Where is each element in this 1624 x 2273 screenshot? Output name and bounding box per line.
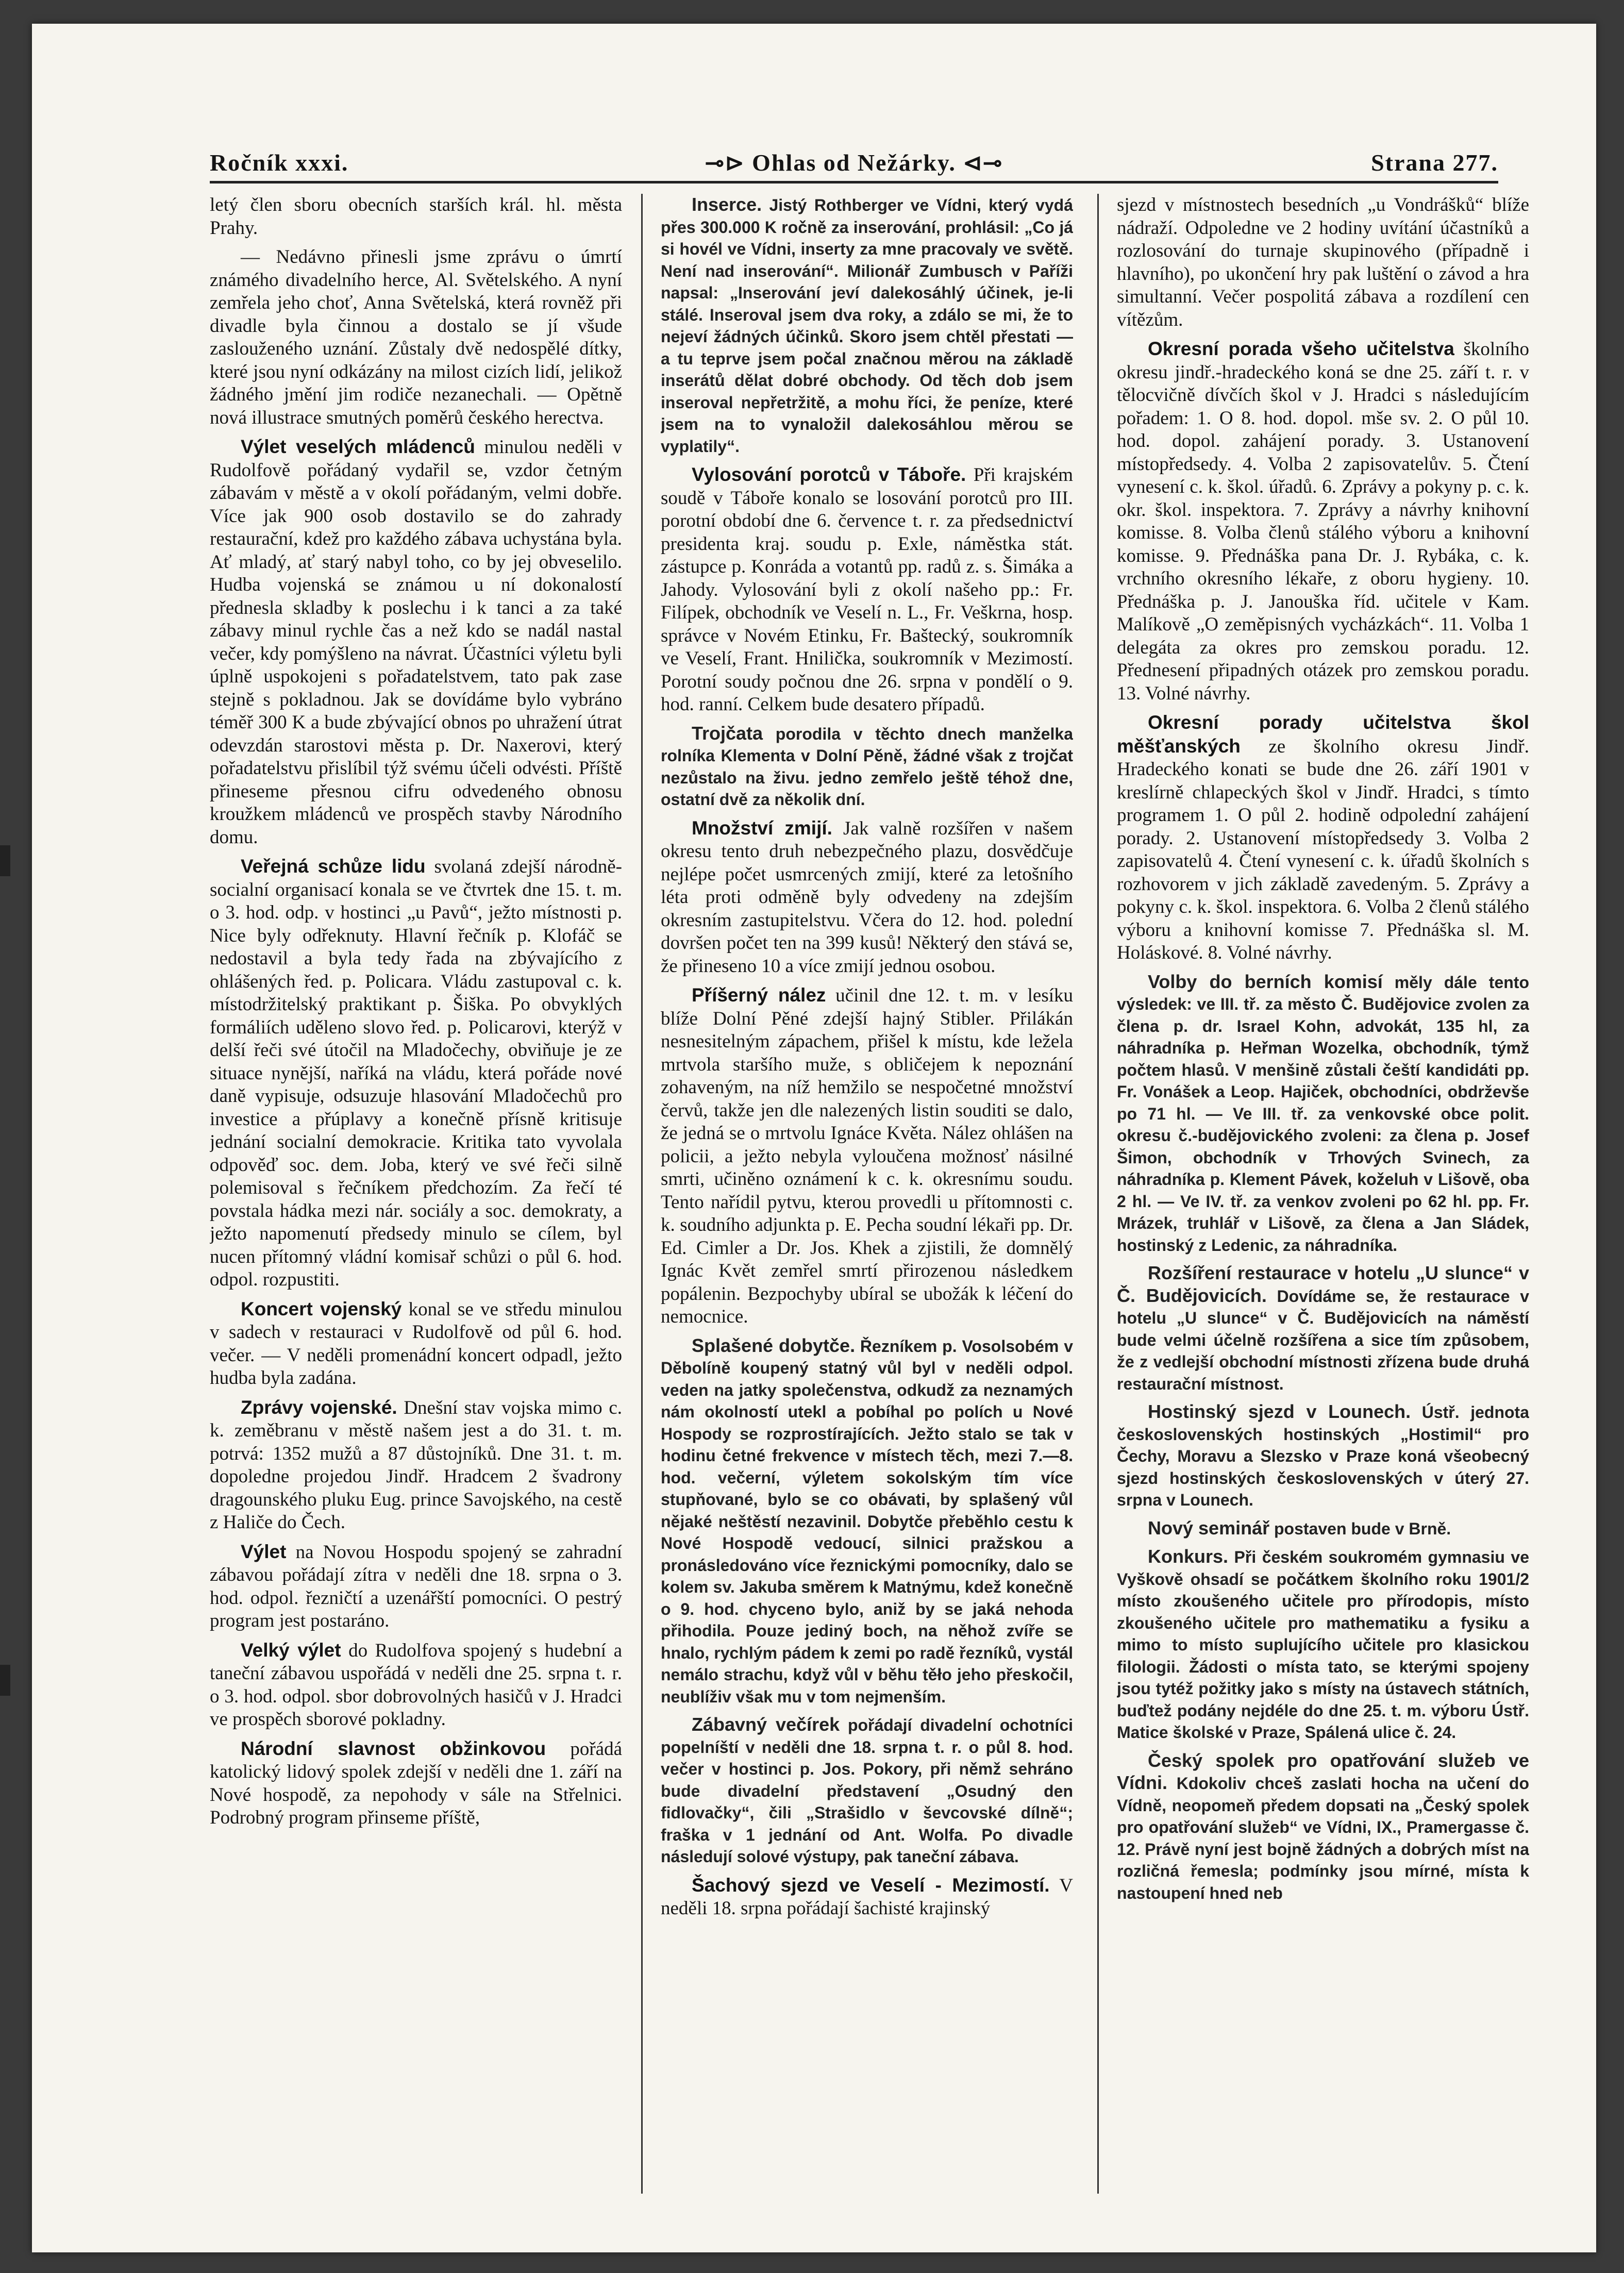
volume-label: Ročník xxxi.	[210, 149, 349, 176]
article-continuation: letý člen sboru obecních starších král. hl. města Prahy.	[210, 194, 622, 239]
article-body: konal se ve středu minulou v sadech v restauraci v Rudolfově od půl 6. hod. večer. — V neděli promenádní koncert odpadl, ježto hudba byla zadána.	[210, 1298, 622, 1389]
article-body: Dnešní stav vojska mimo c. k. zeměbranu v městě našem jest a do 31. t. m. potrvá: 1352 mužů a 87 důstojníků. Dne 31. t. m. dopoledne projedou Jindř. Hradcem 2 švadrony dragounského pluku Eug. prince Savojského, na cestě z Haliče do Čech.	[210, 1397, 622, 1533]
article-nalez	[661, 984, 1073, 1329]
headline: Velký výlet	[241, 1639, 341, 1661]
headline: Trojčata	[692, 722, 763, 744]
article-inserce	[661, 194, 1073, 457]
headline: Veřejná schůze lidu	[241, 856, 426, 877]
headline: Volby do berních komisí	[1148, 971, 1383, 992]
masthead-title: Ohlas od Nežárky.	[752, 149, 956, 176]
masthead	[210, 149, 1498, 176]
article-zmije	[661, 817, 1073, 978]
article-body: porodila v těchto dnech manželka rolníka Klementa v Dolní Pěně, žádné však z trojčat nezůstalo na živu. jedno zemřelo ještě téhož dne, ostatní dvě za několik dní.	[661, 724, 1073, 809]
article-obzinky	[210, 1737, 622, 1830]
article-body: školního okresu jindř.-hradeckého koná se dne 25. září t. r. v tělocvičně dívčích škol v J. Hradci s následujícím pořadem: 1. O 8. hod. dopol. mše sv. 2. O půl 10. hod. dopol. zahájení porady. 3. Ustanovení místopředsedy. 4. Volba 2 zapisovatelův. 5. Čtení vynesení c. k. škol. úřadů. 6. Zprávy a pokyny p. c. k. okr. škol. inspektora. 7. Zprávy a návrhy knihovní komisse. 8. Volba členů stálého výboru a knihovní komisse. 9. Přednáška pana Dr. J. Rybáka, c. k. vrchního okresního lékaře, z oboru hygieny. 10. Přednáška p. J. Janouška říd. učitele v Kam. Malíkově „O zeměpisných vycházkách“. 11. Volba 1 delegáta za okres pro zemskou poradu. 12. Přednesení připadných otázek pro zemskou poradu. 13. Volné návrhy.	[1117, 339, 1529, 704]
article-body: V neděli 18. srpna pořádají šachisté krajinský	[661, 1875, 1073, 1919]
article-body: Řezníkem p. Vosolsobém v Děbolíně koupený statný vůl byl v neděli odpol. veden na jatky společenstva, odkudž za neznamých nám okolností utekl a pobíhal po polích u Nové Hospody se rozprostírajících. Ježto stalo se tak v hodinu četné frekvence v místech těch, mezi 7.—8. hod. večerní, výletem sokolským tím více stupňované, bylo se co obávati, by splašený vůl nějaké neštěstí nezavinil. Dobytče přeběhlo cestu k Nové Hospodě vedoucí, silnici pražskou a pronásledováno více řeznickými pomocníky, dalo se kolem sv. Jakuba směrem k Matnýmu, kdež konečně o 9. hod. chyceno bylo, aniž by se jaká nehoda přihodila. Pouze jediný boch, na něhož zvíře se hnalo, rychlým pádem k zemi po radě řezníků, vystál nemálo strachu, když vůl v běhu těło jeho přeskočil, neublíživ však mu v tom nejmenším.	[661, 1336, 1073, 1706]
article-vylet-hospoda	[210, 1541, 622, 1633]
headline: Hostinský sjezd v Lounech.	[1148, 1401, 1411, 1422]
page-number: Strana 277.	[1371, 149, 1498, 176]
article-body: měly dále tento výsledek: ve III. tř. za město Č. Budějovice zvolen za člena p. dr. Israel Kohn, advokát, 135 hl, za náhradníka p. Heřman Wozelka, obchodník, týmž počtem hlasů. V menšině zůstali čeští kandidáti pp. Fr. Vonášek a Leop. Hajiček, obchodníci, obdrževše po 71 hl. — Ve III. tř. za venkovské obce polit. okresu č.-budějovického zvoleni: za člena p. Josef Šimon, obchodník v Trhových Svinech, za náhradníka p. Klement Pávek, koželuh v Lišově, oba 2 hl. — Ve IV. tř. za venkov zvoleni po 62 hl. pp. Fr. Mrázek, truhlář v Lišově, za člena a Jan Sládek, hostinský z Ledenic, za náhradníka.	[1117, 973, 1529, 1255]
article-continuation: sjezd v místnostech besedních „u Vondrášků“ blíže nádraží. Odpoledne ve 2 hodiny uvítání účastníků a rozlosování do turnaje skupinového (případně i hlavního), po ukončení hry pak luštění o závod a hra simultanní. Večer pospolitá zábava a rozdílení cen vítězům.	[1117, 194, 1529, 330]
ornament-right-icon: ⊲⊸	[963, 151, 1003, 176]
article-body: ze školního okresu Jindř. Hradeckého konati se bude dne 26. září 1901 v kreslírně chlapeckých škol v Jindř. Hradci, s tímto programem 1. O půl 2. hodině odpolední zahájení porady. 2. Ustanovení místopředsedy 3. Volba 2 zapisovatelů 4. Čtení vynesení c. k. úřadů školních s rozhovorem v jich základě zavedeným. 5. Zprávy a pokyny c. k. škol. inspektora. 6. Volba 2 členů stálého výboru a knihovní komisse 7. Přednáška sl. M. Holáskové. 8. Volné návrhy.	[1117, 736, 1529, 963]
article-velky-vylet	[210, 1639, 622, 1731]
article-porotci	[661, 463, 1073, 716]
headline: Konkurs.	[1148, 1546, 1229, 1567]
article-sjezd-louny	[1117, 1401, 1529, 1511]
article-trojcata	[661, 723, 1073, 811]
article-hotel-slunce	[1117, 1262, 1529, 1395]
headline: Český spolek pro opatřování služeb ve Vídni.	[1117, 1749, 1529, 1793]
article-sachy	[661, 1874, 1073, 1920]
article-porada-ucitelstva	[1117, 338, 1529, 705]
article-schuze-lidu	[210, 855, 622, 1292]
article-body: postaven bude v Brně.	[1269, 1519, 1451, 1538]
column-3	[1117, 194, 1529, 2204]
article-herec: — Nedávno přinesli jsme zprávu o úmrtí známého divadelního herce, Al. Světelského. A nyní zemřela jeho choť, Anna Světelská, která rovněž při divadle byla činnou a dostalo se jí všude zaslouženého uznání. Zůstaly dvě nedospělé dítky, které jsou nyní odkázány na milost cizích lidí, jelikož žádného jmění jim rodiče nezanechali. — Opětně nová illustrace smutných poměrů českého herectva.	[210, 246, 622, 428]
article-zpravy-vojenske	[210, 1396, 622, 1534]
headline: Vylosování porotců v Táboře.	[692, 464, 966, 485]
article-body: na Novou Hospodu spojený se zahradní zábavou pořádají zítra v neděli dne 18. srpna o 3. hod. odpol. řezničtí a uzenářští pomocníci. O pestrý program jest postaráno.	[210, 1541, 622, 1631]
headline: Výlet	[241, 1541, 287, 1562]
headline: Národní slavnost obžinkovou	[241, 1737, 546, 1759]
headline: Inserce.	[692, 194, 762, 215]
article-vecirek	[661, 1714, 1073, 1868]
headline: Zprávy vojenské.	[241, 1396, 397, 1418]
headline: Nový seminář	[1148, 1517, 1270, 1539]
article-koncert	[210, 1298, 622, 1390]
headline: Splašené dobytče.	[692, 1334, 856, 1356]
article-body: do Rudolfova spojený s hudební a taneční zábavou uspořádá v neděli dne 25. srpna t. r. o 3. hod. odpol. sbor dobrovolných hasičů v J. Hradci ve prospěch sborové pokladny.	[210, 1640, 622, 1730]
article-berni-komise	[1117, 971, 1529, 1257]
article-body: Kdokoliv chceš zaslati hocha na učení do Vídně, neopomeň předem dopsati na „Český spolek pro opatřování služeb“ ve Vídni, IX., Pramergasse č. 12. Právě nyní jest bojně žádných a dobrých míst na rozličná řemesla; podmínky jsou mírné, místa k nastoupení hned neb	[1117, 1774, 1529, 1902]
headline: Okresní porady učitelstva škol měšťanských	[1117, 712, 1529, 757]
ornament-left-icon: ⊸⊳	[705, 151, 745, 176]
article-konkurs	[1117, 1546, 1529, 1744]
headline: Koncert vojenský	[241, 1298, 402, 1319]
column-divider	[1097, 194, 1099, 2194]
article-body: Jak valně rozšířen v našem okresu tento druh nebezpečného plazu, dosvědčuje nejlépe počet usmrcených zmijí, které za letošního léta proti odměně byly odvedeny na zdejším okresním zastupitelstvu. Včera do 12. hod. polední dovršen počet ten na 399 kusů! Některý den stává se, že přineseno 10 a více zmijí jednou osobou.	[661, 817, 1073, 977]
article-body: pořádají divadelní ochotníci popelníští v neděli dne 18. srpna t. r. o půl 8. hod. večer v hostinci p. Jos. Pokory, při němž sehráno bude divadelní představení „Osudný den fidlovačky“, čili „Strašidlo v ševcovské dílně“; fraška v 1 jednání od Ant. Wolfa. Po divadle následují solové výstupy, pak taneční zábava.	[661, 1716, 1073, 1866]
columns-container	[210, 194, 1529, 2204]
headline: Příšerný nález	[692, 984, 826, 1006]
headline: Rozšíření restaurace v hotelu „U slunce“ v Č. Budějovicích.	[1117, 1262, 1529, 1306]
article-seminar	[1117, 1517, 1529, 1540]
article-body: Při krajském soudě v Táboře konalo se losování porotců pro III. porotní období dne 6. července t. r. za předsednictví presidenta kraj. soudu p. Exle, náměstka stát. zástupce p. Konráda a votantů pp. radů z. s. Šimáka a Jahody. Vylosování byli z okolí našeho pp.: Fr. Filípek, obchodník ve Veselí n. L., Fr. Veškrna, hosp. správce v Novém Etinku, Fr. Baštecký, soukromník ve Veselí, Frant. Hnilička, soukromník v Mezimostí. Porotní soudy počnou dne 26. srpna v pondělí o 9. hod. ranní. Celkem bude desatero případů.	[661, 464, 1073, 715]
headline: Zábavný večírek	[692, 1714, 840, 1735]
headline: Výlet veselých mládenců	[241, 436, 475, 457]
binding-mark	[0, 845, 10, 876]
article-spolek-sluzeb	[1117, 1750, 1529, 1904]
headline: Okresní porada všeho učitelstva	[1148, 338, 1454, 359]
article-body: učinil dne 12. t. m. v lesíku blíže Dolní Pěné zdejší hajný Stibler. Přilákán nesnesitelným zápachem, přišel k místu, kde ležela mrtvola staršího muže, s obličejem k nepoznání zohaveným, na níž hemžilo se nespočetné množství červů, takže jen dle nalezených listin souditi se dalo, že jedná se o mrtvolu Ignáce Květa. Nález ohlášen na policii, a ježto nebyla vyloučena možnosť násilné smrti, učiněno oznámení k c. k. okresnímu soudu. Tento nařídil pytvu, kterou provedli u přítomnosti c. k. soudního adjunkta p. E. Pecha soudní lékaři pp. Dr. Ed. Cimler a Dr. Jos. Khek a zjistili, že domnělý Ignác Květ zemřel smrtí přirozenou následkem popálenin. Bezpochyby ubíral se ubožák k léčení do nemocnice.	[661, 985, 1073, 1327]
article-body: svolaná zdejší národně-socialní organisací konala se ve čtvrtek dne 15. t. m. o 3. hod. odp. v hostinci „u Pavů“, ježto místnosti p. Nice byly odřeknuty. Hlavní řečník p. Klofáč se nedostavil a byla tedy řada na zbývajícího z ohlášených řed. p. Policara. Vládu zastupoval c. k. místodržitelský praktikant p. Šiška. Po obvyklých formáliích uděleno slovo řed. p. Policarovi, kterýž v delší řeči své útočil na Mladočechy, obviňuje je ze situace nynější, naříká na vládu, která pořáde nové daně vypisuje, odsuzuje hlasování Mladočechů pro investice a přúplavy a konečně přísně kritisuje jednání socialní demokracie. Kritika tato vyvolala odpověď soc. dem. Joba, který ve své řeči silně polemisoval s řečníkem předchozím. Za řečí té povstala hádka mezi nár. sociály a soc. demokraty, a ježto napomenutí předsedy minulo se cílem, byl nucen přítomný vládní komisař schůzi o půl 6. hod. odpol. rozpustiti.	[210, 856, 622, 1290]
article-body: Jistý Rothberger ve Vídni, který vydá přes 300.000 K ročně za inserování, prohlásil: „Co já si hovél ve Vídni, inserty za mne pracovaly ve světě. Není nad inserování“. Milionář Zumbusch v Paříži napsal: „Inserování jeví dalekosáhlý účinek, je-li stálé. Inseroval jsem dva roky, a zdálo se mi, že to nejeví žádných účinků. Skoro jsem chtěl přestati — a tu teprve jsem počal značnou měrou na základě inserátů dělat dobré obchody. Od těch dob jsem inseroval nepřetržitě, a mohu říci, že peníze, které jsem na to vynaložil dalekosáhlou měrou se vyplatily“.	[661, 196, 1073, 456]
article-body: Dovídáme se, že restaurace v hotelu „U slunce“ v Č. Budějovicích na náměstí bude velmi účelně rozšířena a sice tím způsobem, že z vedlejší obchodní místnosti zřízena bude druhá restaurační místnost.	[1117, 1286, 1529, 1393]
article-body: pořádá katolický lidový spolek zdejší v neděli dne 1. září na Nové hospodě, za nepohody v sále na Střelnici. Podrobný program přinseme příště,	[210, 1738, 622, 1828]
article-porady-mestanskych	[1117, 711, 1529, 965]
article-dobytce	[661, 1335, 1073, 1708]
article-vylet-mladencu	[210, 436, 622, 849]
newspaper-page	[32, 24, 1596, 2252]
column-1	[210, 194, 622, 2204]
headline: Množství zmijí.	[692, 817, 832, 839]
column-divider	[641, 194, 643, 2194]
headline: Šachový sjezd ve Veselí - Mezimostí.	[692, 1874, 1050, 1896]
binding-mark	[0, 1665, 10, 1696]
article-body: Při českém soukromém gymnasiu ve Vyškově ohsadí se počátkem školního roku 1901/2 místo zkoušeného učitele pro přírodopis, místo zkoušeného učitele pro mathematiku a fysiku a mimo to místo suplujícího učitele pro klasickou filologii. Žádosti o místa tato, se kterými spojeny jsou tytéž požitky jako s místy na ústavech státních, buďtež podány nejdéle do dne 25. t. m. výboru Ústř. Matice školské v Praze, Spálená ulice č. 24.	[1117, 1548, 1529, 1742]
article-body: Ústř. jednota československých hostinských „Hostimil“ pro Čechy, Moravu a Slezsko v Praze koná všeobecný sjezd hostinských československých v úterý 27. srpna v Lounech.	[1117, 1403, 1529, 1509]
page-header	[210, 129, 1498, 183]
column-2	[661, 194, 1073, 2204]
article-body: minulou neděli v Rudolfově pořádaný vydařil se, vzdor četným zábavám v městě a v okolí pořádaným, velmi dobře. Více jak 900 osob dostavilo se do zahrady restaurační, kdež pro každého zábava uchystána byla. Ať mladý, ať starý nabyl toho, co by jej obveselilo. Hudba vojenská se známou u ní dokonalostí přednesla skladby k poslechu i k tanci a za také zábavy minul rychle čas a než kdo se nadál nastal večer, kdy pomýšleno na návrat. Účastníci výletu byli úplně uspokojeni s pořadatelstvem, tato pak zase stejně s pokladnou. Jak se dovídáme bylo vybráno téměř 300 K a bude zbývající obnos po uhražení útrat odevzdán starostovi města p. Dr. Naxerovi, který pořadatelstvu přislíbil týž svému účeli odvésti. Příště přineseme přesnou cifru odvedeného obnosu kroužkem mládenců ve prospěch stavby Národního domu.	[210, 437, 622, 848]
